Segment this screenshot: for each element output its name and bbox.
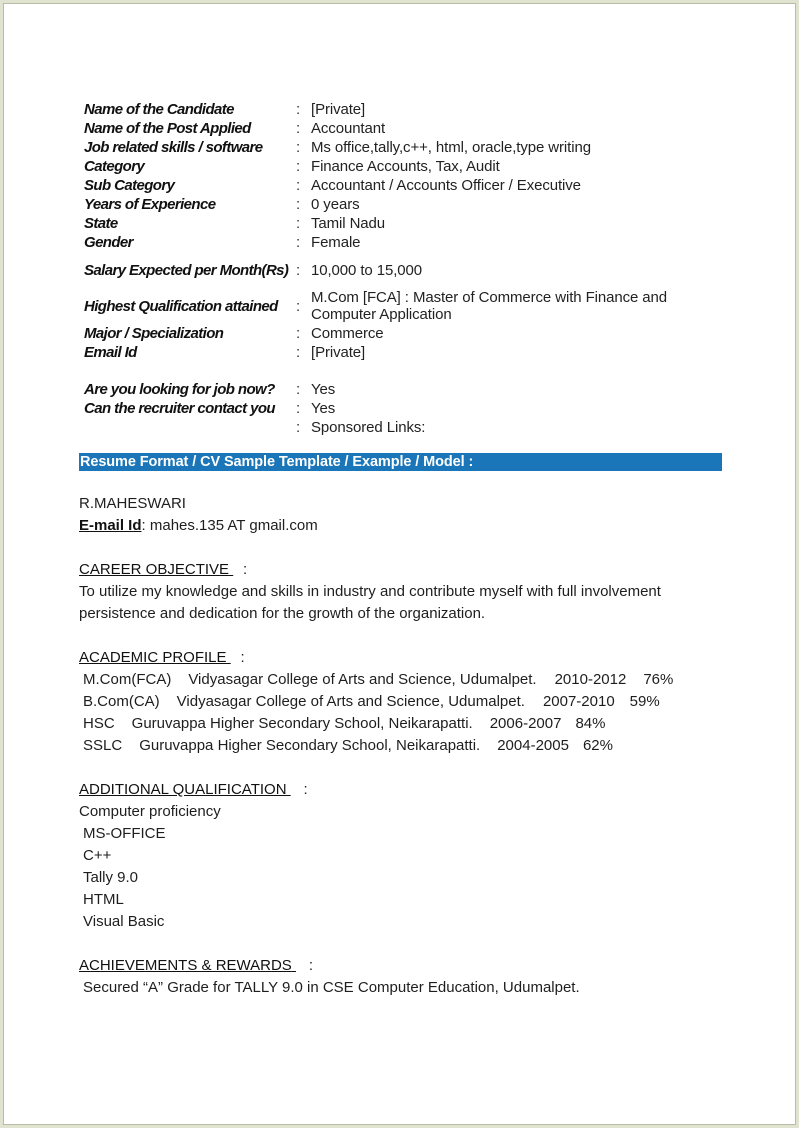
academic-degree: HSC — [83, 715, 115, 732]
section-gap — [79, 757, 739, 779]
info-label: Email Id — [84, 344, 137, 361]
career-objective-heading-line — [79, 559, 739, 581]
academic-years: 2006-2007 — [489, 715, 562, 732]
info-value: Commerce — [311, 325, 384, 342]
email-value: : mahes.135 AT gmail.com — [141, 517, 318, 534]
email-line — [79, 515, 739, 537]
academic-institution: Vidyasagar College of Arts and Science, Udumalpet. — [176, 693, 525, 710]
heading-underline-pad — [229, 559, 243, 581]
academic-years: 2010-2012 — [554, 671, 627, 688]
info-label: Salary Expected per Month(Rs) — [84, 261, 289, 279]
career-objective-line: persistence and dedication for the growth of the organization. — [79, 605, 486, 622]
academic-profile-heading: ACADEMIC PROFILE — [79, 649, 227, 666]
info-value: Female — [311, 234, 361, 251]
info-row-salary — [84, 252, 724, 288]
sponsored-links-label: Sponsored Links: — [311, 419, 426, 436]
academic-years: 2007-2010 — [542, 693, 615, 710]
additional-item: Visual Basic — [83, 913, 165, 930]
academic-degree: SSLC — [83, 737, 123, 754]
info-separator: : — [296, 196, 301, 213]
info-row-email — [84, 343, 724, 362]
academic-institution: Guruvappa Higher Secondary School, Neikarapatti. — [131, 715, 473, 732]
academic-row — [79, 713, 739, 735]
info-value: Accountant / Accounts Officer / Executive — [311, 177, 581, 194]
section-gap — [79, 625, 739, 647]
academic-score: 59% — [629, 693, 660, 710]
info-separator: : — [296, 215, 301, 232]
achievements-heading-line — [79, 955, 739, 977]
question-row-looking-for-job — [84, 380, 724, 399]
info-label: Major / Specialization — [84, 325, 224, 342]
candidate-name-link[interactable]: [Private] — [311, 101, 366, 118]
info-separator: : — [296, 177, 301, 194]
info-row-gender — [84, 233, 724, 252]
question-label — [84, 418, 296, 437]
academic-institution: Guruvappa Higher Secondary School, Neikarapatti. — [139, 737, 481, 754]
section-gap — [79, 933, 739, 955]
info-row-category — [84, 157, 724, 176]
info-separator: : — [296, 101, 301, 118]
resume-body — [79, 493, 739, 999]
question-value: Yes — [311, 381, 336, 398]
additional-heading-line — [79, 779, 739, 801]
info-label: Name of the Post Applied — [84, 120, 251, 137]
academic-degree: M.Com(FCA) — [83, 671, 172, 688]
academic-row — [79, 691, 739, 713]
heading-colon: : — [308, 957, 313, 974]
additional-item: HTML — [83, 891, 124, 908]
info-row-post-applied — [84, 119, 724, 138]
info-separator: : — [296, 297, 301, 315]
academic-institution: Vidyasagar College of Arts and Science, Udumalpet. — [188, 671, 537, 688]
heading-colon: : — [240, 649, 245, 666]
info-label: Highest Qualification attained — [84, 297, 278, 315]
info-separator: : — [296, 261, 301, 279]
heading-colon: : — [243, 561, 248, 578]
info-row-skills — [84, 138, 724, 157]
info-label: Job related skills / software — [84, 139, 263, 156]
achievements-heading: ACHIEVEMENTS & REWARDS — [79, 957, 292, 974]
info-separator: : — [296, 234, 301, 251]
heading-underline-pad — [292, 955, 309, 977]
question-value: Yes — [311, 400, 336, 417]
info-value: Accountant — [311, 120, 386, 137]
academic-row — [79, 669, 739, 691]
spacer-row — [84, 362, 724, 380]
info-separator: : — [296, 381, 301, 398]
academic-score: 84% — [575, 715, 606, 732]
sponsored-links-row — [84, 418, 724, 437]
additional-qualification-heading: ADDITIONAL QUALIFICATION — [79, 781, 287, 798]
info-row-qualification — [84, 288, 724, 324]
heading-colon: : — [303, 781, 308, 798]
info-value: M.Com [FCA] : Master of Commerce with Finance and Computer Application — [311, 289, 668, 323]
email-label: E-mail Id — [79, 517, 142, 534]
academic-row — [79, 735, 739, 757]
info-label: Sub Category — [84, 177, 175, 194]
academic-score: 76% — [643, 671, 674, 688]
info-separator: : — [296, 120, 301, 137]
info-label: Name of the Candidate — [84, 101, 234, 118]
academic-years: 2004-2005 — [497, 737, 569, 754]
info-separator: : — [296, 139, 301, 156]
info-separator: : — [296, 158, 301, 175]
info-row-specialization — [84, 324, 724, 343]
heading-underline-pad — [287, 779, 304, 801]
info-separator: : — [296, 344, 301, 361]
info-value: Tamil Nadu — [311, 215, 386, 232]
info-row-sub-category — [84, 176, 724, 195]
question-row-recruiter-contact — [84, 399, 724, 418]
info-row-experience — [84, 195, 724, 214]
heading-underline-pad — [227, 647, 241, 669]
resume-format-banner: Resume Format / CV Sample Template / Example / Model : — [79, 453, 722, 471]
academic-degree: B.Com(CA) — [83, 693, 160, 710]
academic-heading-line — [79, 647, 739, 669]
question-label: Are you looking for job now? — [84, 381, 275, 398]
info-row-state — [84, 214, 724, 233]
additional-intro: Computer proficiency — [79, 803, 221, 820]
info-value: Ms office,tally,c++, html, oracle,type writing — [311, 139, 591, 156]
info-value: 10,000 to 15,000 — [311, 261, 423, 279]
info-row-candidate-name — [84, 100, 724, 119]
career-objective-line: To utilize my knowledge and skills in industry and contribute myself with full involvement — [79, 583, 661, 600]
info-separator: : — [296, 419, 301, 436]
additional-item: Tally 9.0 — [83, 869, 139, 886]
question-label: Can the recruiter contact you — [84, 400, 275, 417]
additional-item: MS-OFFICE — [83, 825, 166, 842]
candidate-full-name: R.MAHESWARI — [79, 495, 186, 512]
info-separator: : — [296, 400, 301, 417]
info-label: Category — [84, 158, 145, 175]
achievement-item: Secured “A” Grade for TALLY 9.0 in CSE Computer Education, Udumalpet. — [83, 979, 580, 996]
email-link[interactable]: [Private] — [311, 344, 366, 361]
info-value: Finance Accounts, Tax, Audit — [311, 158, 500, 175]
info-separator: : — [296, 325, 301, 342]
additional-item: C++ — [83, 847, 112, 864]
academic-score: 62% — [582, 737, 613, 754]
candidate-info-table — [84, 100, 724, 437]
info-value: 0 years — [311, 196, 360, 213]
career-objective-heading: CAREER OBJECTIVE — [79, 561, 230, 578]
info-label: State — [84, 215, 118, 232]
info-label: Years of Experience — [84, 196, 216, 213]
section-gap — [79, 537, 739, 559]
info-label: Gender — [84, 234, 133, 251]
